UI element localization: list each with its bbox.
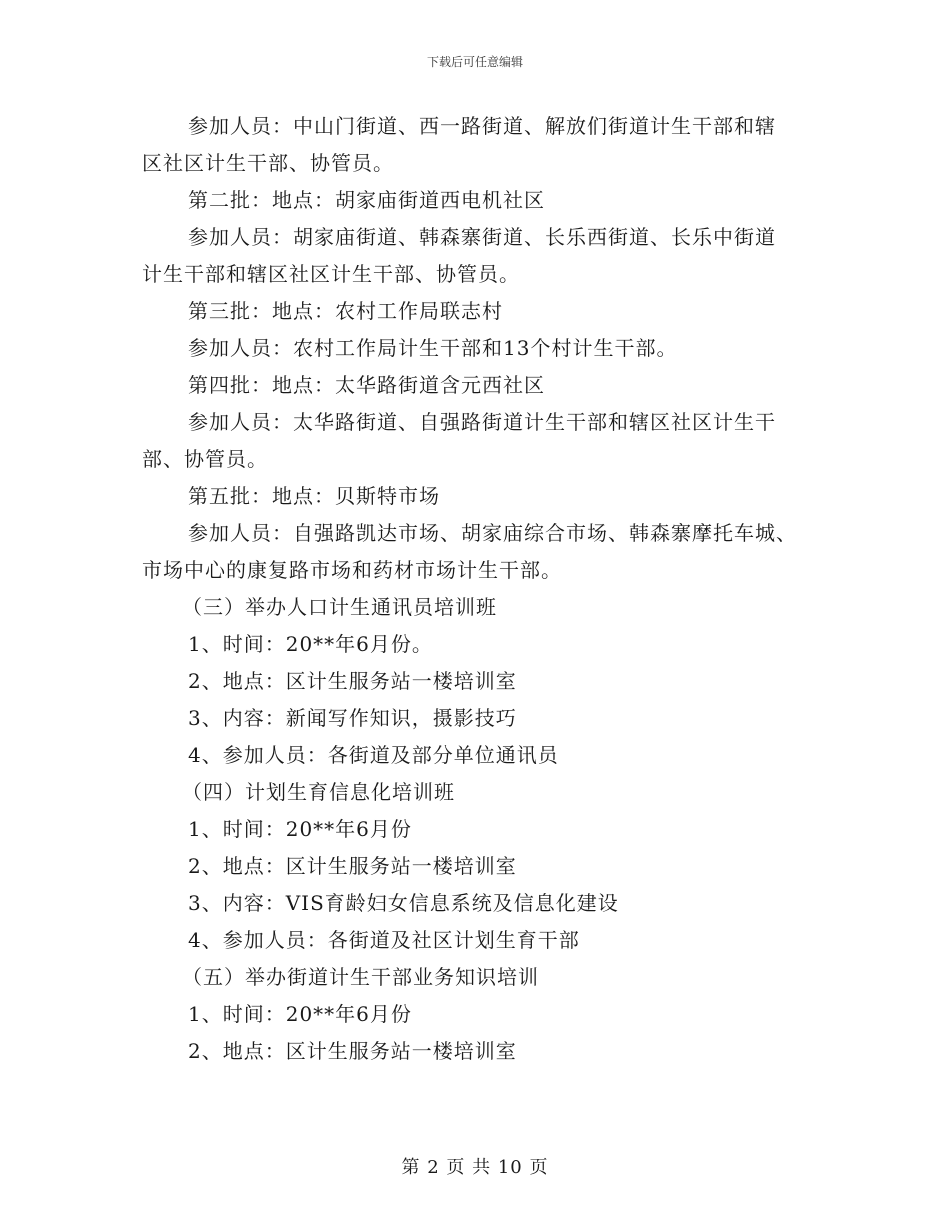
section-heading: （四）计划生育信息化培训班 xyxy=(182,780,455,804)
text-line: 参加人员：胡家庙街道、韩森寨街道、长乐西街道、长乐中街道 xyxy=(188,225,776,249)
text-line: 1、时间：20**年6月份 xyxy=(188,1002,412,1026)
section-heading: （五）举办街道计生干部业务知识培训 xyxy=(182,965,539,989)
text-line: 计生干部和辖区社区计生干部、协管员。 xyxy=(142,262,520,286)
text-line: 第四批：地点：太华路街道含元西社区 xyxy=(188,373,545,397)
text-line: 4、参加人员：各街道及社区计划生育干部 xyxy=(188,928,580,952)
text-line: 部、协管员。 xyxy=(142,447,268,471)
text-line: 参加人员：自强路凯达市场、胡家庙综合市场、韩森寨摩托车城、 xyxy=(188,521,797,545)
text-line: 市场中心的康复路市场和药材市场计生干部。 xyxy=(142,558,562,582)
text-line: 2、地点：区计生服务站一楼培训室 xyxy=(188,854,517,878)
text-line: 1、时间：20**年6月份 xyxy=(188,817,412,841)
text-line: 2、地点：区计生服务站一楼培训室 xyxy=(188,1039,517,1063)
page-footer: 第 2 页 共 10 页 xyxy=(401,1157,549,1178)
text-line: 第二批：地点：胡家庙街道西电机社区 xyxy=(188,188,545,212)
text-line: 参加人员：中山门街道、西一路街道、解放们街道计生干部和辖 xyxy=(188,114,776,138)
text-line: 第五批：地点：贝斯特市场 xyxy=(188,484,440,508)
text-line: 2、地点：区计生服务站一楼培训室 xyxy=(188,669,517,693)
document-body xyxy=(142,108,812,1070)
text-line: 区社区计生干部、协管员。 xyxy=(142,151,394,175)
text-line: 第三批：地点：农村工作局联志村 xyxy=(188,299,503,323)
text-line: 1、时间：20**年6月份。 xyxy=(188,632,433,656)
text-line: 3、内容：VIS育龄妇女信息系统及信息化建设 xyxy=(188,891,619,915)
section-heading: （三）举办人口计生通讯员培训班 xyxy=(182,595,497,619)
text-line: 3、内容：新闻写作知识，摄影技巧 xyxy=(188,706,517,730)
text-line: 4、参加人员：各街道及部分单位通讯员 xyxy=(188,743,559,767)
text-line: 参加人员：太华路街道、自强路街道计生干部和辖区社区计生干 xyxy=(188,410,776,434)
text-line: 参加人员：农村工作局计生干部和13个村计生干部。 xyxy=(188,336,678,360)
page-header: 下载后可任意编辑 xyxy=(426,55,523,69)
